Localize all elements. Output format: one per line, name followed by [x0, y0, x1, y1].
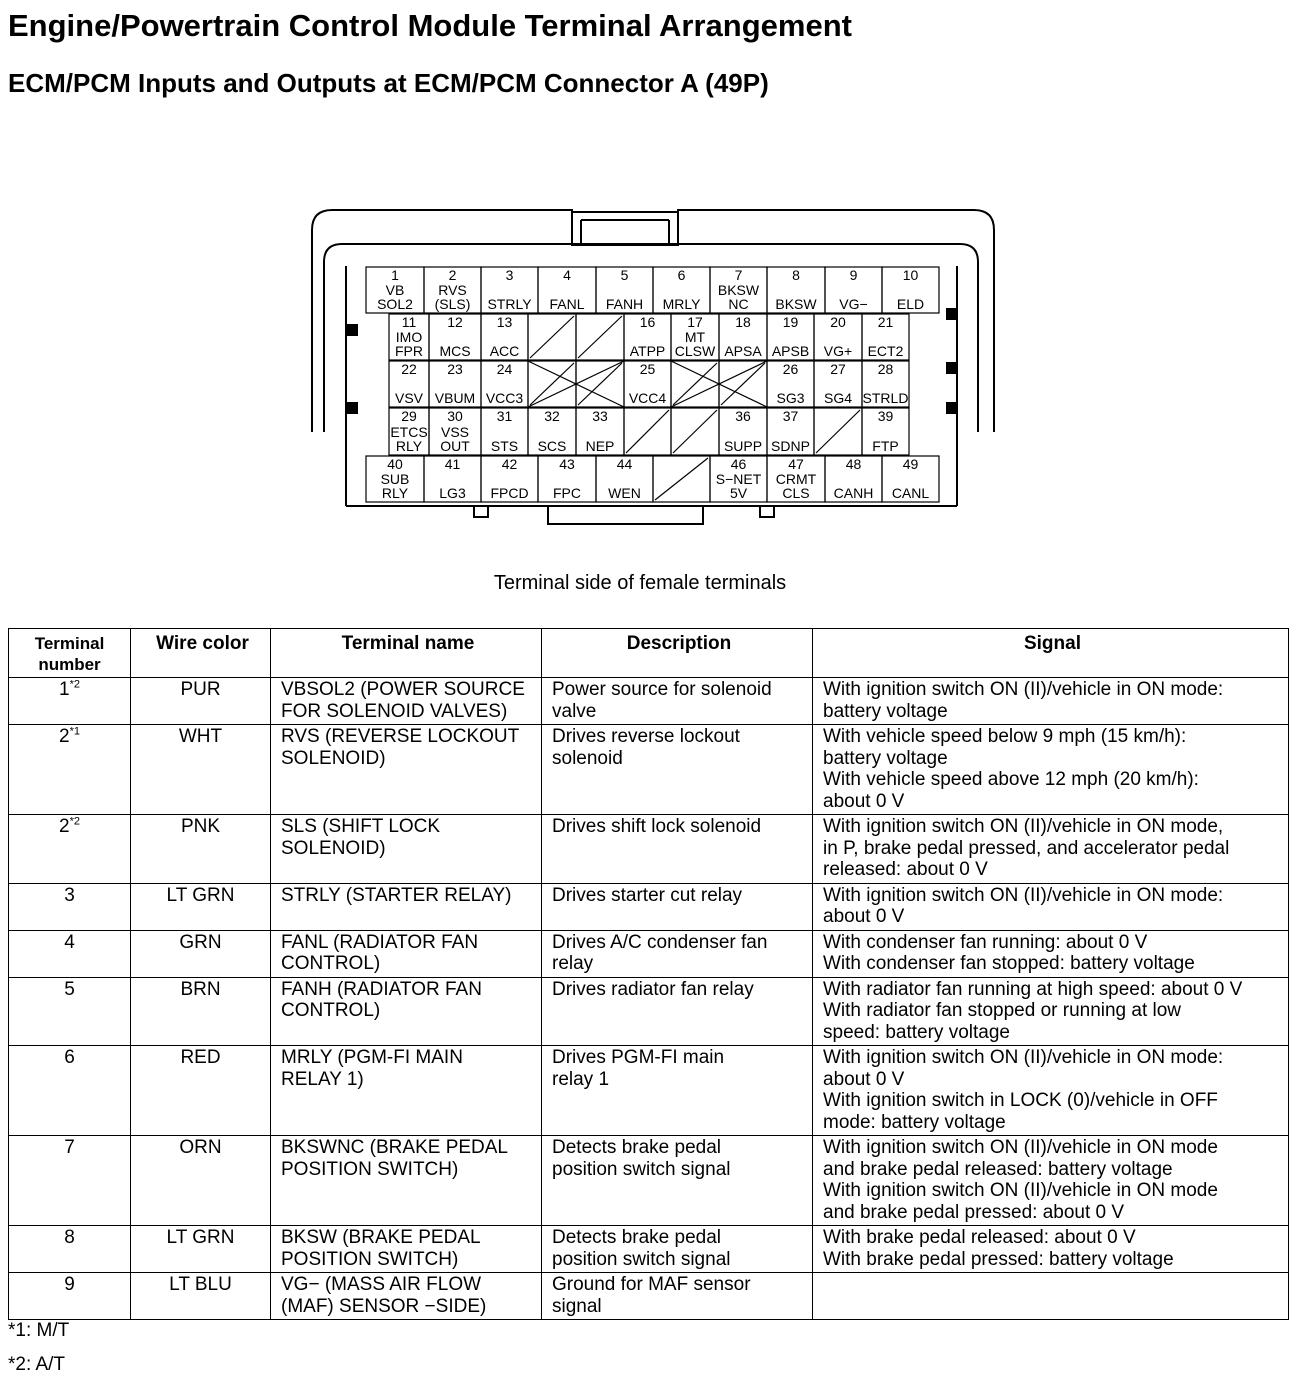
- wire-color-cell: [131, 1046, 271, 1136]
- terminal-label: VSV: [394, 390, 424, 406]
- signal-cell-line: With brake pedal released: about 0 V: [823, 1227, 1136, 1248]
- signal-cell-line: With radiator fan running at high speed: about 0 V: [823, 978, 1243, 1000]
- terminal-number-value: 3: [64, 884, 75, 906]
- terminal-number: 10: [902, 267, 919, 283]
- terminal-label: SDNP: [771, 438, 810, 454]
- connector-diagram: [300, 200, 1000, 530]
- signal-cell-line: With condenser fan stopped: battery voltage: [823, 953, 1195, 974]
- blocked-cavity-mark: [816, 410, 860, 453]
- terminal-label: BKSW: [717, 282, 760, 298]
- terminal-label: FANL: [549, 296, 585, 312]
- terminal-label: CLSW: [674, 343, 716, 359]
- description-cell: [542, 725, 813, 815]
- terminal-name-cell-line: FANL (RADIATOR FAN: [281, 931, 479, 953]
- terminal-label: STRLD: [862, 390, 909, 406]
- terminal-number: 48: [845, 456, 862, 472]
- terminal-name-cell-line: CONTROL): [281, 1000, 381, 1021]
- table-row: [9, 678, 1289, 725]
- terminal-number: 26: [782, 361, 799, 377]
- terminal-label: CANL: [891, 485, 930, 501]
- terminal-label: ECT2: [867, 343, 904, 359]
- signal-cell-line: With condenser fan running: about 0 V: [823, 931, 1148, 953]
- terminal-number: 40: [387, 456, 403, 472]
- wire-color-cell: [131, 1273, 271, 1320]
- description-cell: [542, 883, 813, 930]
- terminal-name-cell-line: SLS (SHIFT LOCK: [281, 816, 441, 837]
- wire-color-cell: [131, 815, 271, 884]
- terminal-number: 41: [444, 456, 461, 472]
- terminal-label: FPR: [395, 343, 423, 359]
- wire-color-cell-line: WHT: [178, 726, 223, 747]
- terminal-number: 5: [620, 267, 629, 283]
- description-cell: [542, 815, 813, 884]
- wire-color-cell-line: LT BLU: [169, 1274, 232, 1295]
- signal-cell-line: With radiator fan stopped or running at low: [823, 1000, 1182, 1021]
- terminal-number-value: 1: [59, 679, 70, 700]
- terminal-number: 7: [734, 267, 743, 283]
- terminal-name-cell-line: BKSW (BRAKE PEDAL: [281, 1227, 481, 1248]
- terminal-cells: [366, 267, 939, 502]
- footnote-marker: *2: [69, 815, 80, 828]
- terminal-name-cell-line: POSITION SWITCH): [281, 1248, 459, 1270]
- wire-color-cell-line: GRN: [179, 931, 222, 953]
- blocked-cavity-mark: [673, 410, 717, 453]
- blocked-cavity-mark: [578, 363, 622, 405]
- description-cell-line: Drives shift lock solenoid: [552, 816, 762, 837]
- terminal-label: CLS: [782, 485, 810, 501]
- table-row: [9, 883, 1289, 930]
- wire-color-cell: [131, 883, 271, 930]
- signal-cell: [813, 930, 1289, 977]
- wire-color-cell: [131, 725, 271, 815]
- signal-cell-line: about 0 V: [823, 906, 905, 927]
- signal-cell-line: With brake pedal pressed: battery voltage: [823, 1248, 1174, 1270]
- terminal-number: 46: [730, 456, 747, 472]
- blocked-cavity-mark: [673, 363, 717, 405]
- terminal-label: LG3: [439, 485, 466, 501]
- terminal-number: 25: [639, 361, 656, 377]
- terminal-number: 32: [544, 408, 560, 424]
- signal-cell-line: about 0 V: [823, 790, 905, 812]
- terminal-label: ETCS: [390, 424, 428, 440]
- description-cell: [542, 930, 813, 977]
- blocked-cavity-mark: [655, 458, 708, 500]
- terminal-number: 3: [505, 267, 514, 283]
- terminal-number: 4: [563, 267, 571, 283]
- signal-cell: [813, 1226, 1289, 1273]
- terminal-label: STRLY: [487, 296, 532, 312]
- description-cell: [542, 977, 813, 1046]
- header-description: Description: [542, 629, 813, 678]
- terminal-name-cell: [271, 1136, 542, 1226]
- table-row: [9, 1273, 1289, 1320]
- signal-cell-line: battery voltage: [823, 700, 948, 722]
- header-wire-color: Wire color: [131, 629, 271, 678]
- terminal-label: MT: [684, 329, 706, 345]
- terminal-name-cell-line: STRLY (STARTER RELAY): [281, 884, 512, 906]
- terminal-number: 28: [877, 361, 894, 377]
- terminal-label: SUPP: [723, 438, 763, 454]
- terminal-number: 47: [788, 456, 804, 472]
- terminal-name-cell-line: (MAF) SENSOR −SIDE): [281, 1295, 487, 1317]
- terminal-name-cell-line: SOLENOID): [281, 747, 386, 769]
- terminal-name-cell-line: VG− (MASS AIR FLOW: [281, 1274, 482, 1295]
- description-cell-line: signal: [552, 1295, 602, 1317]
- terminal-label: SG4: [823, 390, 853, 406]
- terminal-name-cell: [271, 1273, 542, 1320]
- signal-cell-line: With ignition switch ON (II)/vehicle in ON mode:: [823, 679, 1224, 700]
- terminal-number-value: 9: [64, 1274, 75, 1295]
- terminal-label: BKSW: [775, 296, 817, 312]
- terminal-number: 30: [447, 408, 463, 424]
- terminal-number-value: 6: [64, 1047, 75, 1068]
- terminal-name-cell: [271, 1046, 542, 1136]
- terminal-number: 43: [559, 456, 575, 472]
- terminal-label: RLY: [395, 438, 423, 454]
- description-cell-line: Drives reverse lockout: [552, 726, 740, 747]
- terminal-number-value: 2: [59, 726, 70, 747]
- table-row: [9, 1226, 1289, 1273]
- signal-cell-line: in P, brake pedal pressed, and accelerator pedal: [823, 837, 1230, 859]
- blocked-cavity-mark: [578, 316, 622, 358]
- terminal-number: 31: [496, 408, 513, 424]
- terminal-name-cell: [271, 977, 542, 1046]
- terminal-label: ACC: [489, 343, 520, 359]
- wire-color-cell: [131, 977, 271, 1046]
- terminal-number-cell: [9, 1046, 131, 1136]
- terminal-label: MRLY: [662, 296, 701, 312]
- terminal-number-cell: [9, 725, 131, 815]
- header-terminal-number: [9, 629, 131, 678]
- terminal-label: 5V: [729, 485, 748, 501]
- terminal-number-value: 4: [64, 931, 75, 953]
- terminal-number: 24: [496, 361, 513, 377]
- terminal-label: ATPP: [629, 343, 666, 359]
- description-cell-line: Detects brake pedal: [552, 1227, 721, 1248]
- terminal-label: SCS: [537, 438, 567, 454]
- terminal-label: NC: [728, 296, 749, 312]
- terminal-label: VCC3: [485, 390, 524, 406]
- terminal-number: 36: [735, 408, 751, 424]
- terminal-number: 11: [401, 314, 417, 330]
- terminal-number: 39: [877, 408, 894, 424]
- description-cell-line: solenoid: [552, 747, 623, 769]
- terminal-label: FPC: [553, 485, 581, 501]
- description-cell: [542, 1046, 813, 1136]
- terminal-label: FPCD: [490, 485, 529, 501]
- terminal-number: 22: [401, 361, 417, 377]
- terminal-number: 27: [830, 361, 846, 377]
- signal-cell-line: mode: battery voltage: [823, 1111, 1006, 1133]
- signal-cell: [813, 1136, 1289, 1226]
- wire-color-cell: [131, 930, 271, 977]
- page-title: Engine/Powertrain Control Module Terminal Arrangement: [8, 8, 852, 43]
- table-body: [9, 678, 1289, 1320]
- terminal-number: 20: [830, 314, 846, 330]
- terminal-number: 8: [792, 267, 800, 283]
- terminal-name-cell: [271, 1226, 542, 1273]
- description-cell: [542, 1226, 813, 1273]
- signal-cell: [813, 1046, 1289, 1136]
- signal-cell-line: speed: battery voltage: [823, 1021, 1010, 1043]
- terminal-label: RVS: [438, 282, 467, 298]
- header-terminal-number-line: number: [38, 655, 101, 674]
- terminal-name-cell-line: CONTROL): [281, 953, 381, 974]
- terminal-label: MCS: [439, 343, 471, 359]
- terminal-number: 6: [677, 267, 686, 283]
- blocked-cavity-mark: [721, 363, 765, 405]
- table-header-row: [9, 629, 1289, 678]
- terminal-label: SUB: [380, 471, 410, 487]
- signal-cell: [813, 977, 1289, 1046]
- blocked-cavity-mark: [626, 410, 669, 453]
- signal-cell: [813, 678, 1289, 725]
- description-cell-line: Drives radiator fan relay: [552, 978, 754, 1000]
- terminal-label: SG3: [776, 390, 805, 406]
- signal-cell: [813, 815, 1289, 884]
- terminal-label: VG−: [839, 296, 868, 312]
- terminal-number-cell: [9, 977, 131, 1046]
- terminal-number-cell: [9, 930, 131, 977]
- terminal-label: CRMT: [775, 471, 817, 487]
- terminal-name-cell: [271, 883, 542, 930]
- terminal-label: OUT: [440, 438, 470, 454]
- terminal-label: VG+: [823, 343, 853, 359]
- terminal-number: 1: [391, 267, 399, 283]
- signal-cell-line: With vehicle speed below 9 mph (15 km/h):: [823, 726, 1187, 747]
- terminal-number: 13: [496, 314, 513, 330]
- description-cell-line: position switch signal: [552, 1158, 731, 1180]
- signal-cell-line: about 0 V: [823, 1068, 905, 1090]
- terminal-name-cell-line: BKSWNC (BRAKE PEDAL: [281, 1137, 508, 1158]
- terminal-label: (SLS): [434, 296, 471, 312]
- terminal-number-value: 8: [64, 1227, 75, 1248]
- terminal-number: 2: [448, 267, 457, 283]
- terminal-number: 37: [782, 408, 799, 424]
- wire-color-cell: [131, 1136, 271, 1226]
- terminal-number-value: 2: [59, 816, 70, 837]
- description-cell-line: Power source for solenoid: [552, 679, 772, 700]
- terminal-label: S−NET: [715, 471, 762, 487]
- terminal-name-cell-line: FANH (RADIATOR FAN: [281, 978, 482, 1000]
- footnote-mt: *1: M/T: [8, 1320, 70, 1341]
- signal-cell-line: With ignition switch ON (II)/vehicle in ON mode:: [823, 884, 1224, 906]
- terminal-name-cell: [271, 930, 542, 977]
- wire-color-cell: [131, 678, 271, 725]
- terminal-number-cell: [9, 815, 131, 884]
- terminal-name-cell-line: POSITION SWITCH): [281, 1158, 459, 1180]
- page-subtitle: ECM/PCM Inputs and Outputs at ECM/PCM Connector A (49P): [8, 68, 769, 98]
- terminal-name-cell-line: MRLY (PGM-FI MAIN: [281, 1047, 463, 1068]
- signal-cell-line: With vehicle speed above 12 mph (20 km/h):: [823, 769, 1199, 790]
- terminal-name-cell-line: VBSOL2 (POWER SOURCE: [281, 679, 525, 700]
- signal-cell-line: released: about 0 V: [823, 859, 988, 880]
- terminal-number-value: 7: [64, 1137, 75, 1158]
- terminal-number: 29: [401, 408, 417, 424]
- table-row: [9, 930, 1289, 977]
- terminal-label: APSA: [724, 343, 762, 359]
- terminal-number: 12: [447, 314, 463, 330]
- terminal-name-cell-line: RELAY 1): [281, 1068, 364, 1090]
- description-cell-line: relay 1: [552, 1068, 610, 1090]
- description-cell: [542, 1273, 813, 1320]
- terminal-number: 16: [639, 314, 656, 330]
- table-row: [9, 977, 1289, 1046]
- blocked-cavity-mark: [530, 363, 574, 405]
- signal-cell-line: With ignition switch in LOCK (0)/vehicle in OFF: [823, 1090, 1218, 1111]
- terminal-label: VSS: [440, 424, 470, 440]
- signal-cell-line: With ignition switch ON (II)/vehicle in ON mode: [823, 1137, 1218, 1158]
- description-cell-line: position switch signal: [552, 1248, 731, 1270]
- table-row: [9, 725, 1289, 815]
- terminal-number-cell: [9, 1273, 131, 1320]
- signal-cell-line: With ignition switch ON (II)/vehicle in ON mode,: [823, 816, 1224, 837]
- signal-cell: [813, 1273, 1289, 1320]
- description-cell: [542, 678, 813, 725]
- terminal-label: APSB: [771, 343, 810, 359]
- terminal-label: FANH: [605, 296, 644, 312]
- signal-cell-line: With ignition switch ON (II)/vehicle in ON mode: [823, 1180, 1218, 1201]
- wire-color-cell-line: PNK: [180, 816, 221, 837]
- description-cell-line: valve: [552, 700, 597, 722]
- wire-color-cell-line: BRN: [180, 978, 221, 1000]
- terminal-label: VBUM: [434, 390, 476, 406]
- wire-color-cell: [131, 1226, 271, 1273]
- terminal-label: FTP: [872, 438, 899, 454]
- footnote-marker: *1: [69, 725, 80, 738]
- wire-color-cell-line: PUR: [180, 679, 221, 700]
- footnote-at: *2: A/T: [8, 1354, 66, 1375]
- terminal-number-cell: [9, 1136, 131, 1226]
- signal-cell: [813, 725, 1289, 815]
- wire-color-cell-line: LT GRN: [166, 884, 235, 906]
- terminal-number-value: 5: [64, 978, 75, 1000]
- terminal-label: RLY: [381, 485, 409, 501]
- terminal-number: 23: [447, 361, 463, 377]
- terminal-number: 19: [782, 314, 799, 330]
- footnote-marker: *2: [69, 678, 80, 691]
- terminal-number: 9: [849, 267, 858, 283]
- description-cell-line: Ground for MAF sensor: [552, 1274, 751, 1295]
- description-cell-line: Drives A/C condenser fan: [552, 931, 768, 953]
- wire-color-cell-line: RED: [180, 1047, 221, 1068]
- wire-color-cell-line: ORN: [179, 1137, 222, 1158]
- terminal-label: IMO: [395, 329, 423, 345]
- terminal-label: CANH: [833, 485, 874, 501]
- signal-cell-line: and brake pedal pressed: about 0 V: [823, 1201, 1125, 1223]
- terminal-name-cell: [271, 678, 542, 725]
- terminal-number-cell: [9, 883, 131, 930]
- terminal-number: 18: [735, 314, 751, 330]
- description-cell-line: Drives starter cut relay: [552, 884, 743, 906]
- terminal-name-cell: [271, 815, 542, 884]
- table-row: [9, 815, 1289, 884]
- description-cell-line: Detects brake pedal: [552, 1137, 721, 1158]
- description-cell-line: Drives PGM-FI main: [552, 1047, 725, 1068]
- description-cell-line: relay: [552, 953, 594, 974]
- table-row: [9, 1136, 1289, 1226]
- table-row: [9, 1046, 1289, 1136]
- terminal-number: 42: [501, 456, 518, 472]
- blocked-cavity-mark: [530, 316, 574, 358]
- header-terminal-name: Terminal name: [271, 629, 542, 678]
- terminal-label: VB: [385, 282, 405, 298]
- terminal-number-cell: [9, 1226, 131, 1273]
- header-signal: Signal: [813, 629, 1289, 678]
- terminal-label: SOL2: [377, 296, 413, 312]
- terminal-number: 44: [616, 456, 633, 472]
- terminal-number: 33: [592, 408, 608, 424]
- terminal-label: ELD: [896, 296, 925, 312]
- terminal-number-cell: [9, 678, 131, 725]
- signal-cell-line: battery voltage: [823, 747, 948, 769]
- terminal-label: NEP: [585, 438, 615, 454]
- wire-color-cell-line: LT GRN: [166, 1227, 235, 1248]
- terminal-number: 49: [902, 456, 919, 472]
- terminal-name-cell: [271, 725, 542, 815]
- signal-cell-line: With ignition switch ON (II)/vehicle in ON mode:: [823, 1047, 1224, 1068]
- header-terminal-number-line: Terminal: [34, 634, 105, 653]
- terminal-table: [8, 628, 1289, 1320]
- diagram-caption: Terminal side of female terminals: [493, 572, 787, 594]
- terminal-name-cell-line: SOLENOID): [281, 837, 386, 859]
- description-cell: [542, 1136, 813, 1226]
- terminal-number: 21: [877, 314, 894, 330]
- signal-cell-line: and brake pedal released: battery voltage: [823, 1158, 1173, 1180]
- terminal-label: VCC4: [628, 390, 667, 406]
- terminal-label: STS: [490, 438, 519, 454]
- terminal-number: 17: [687, 314, 703, 330]
- terminal-label: WEN: [608, 485, 641, 501]
- terminal-name-cell-line: RVS (REVERSE LOCKOUT: [281, 726, 520, 747]
- signal-cell: [813, 883, 1289, 930]
- terminal-name-cell-line: FOR SOLENOID VALVES): [281, 700, 508, 722]
